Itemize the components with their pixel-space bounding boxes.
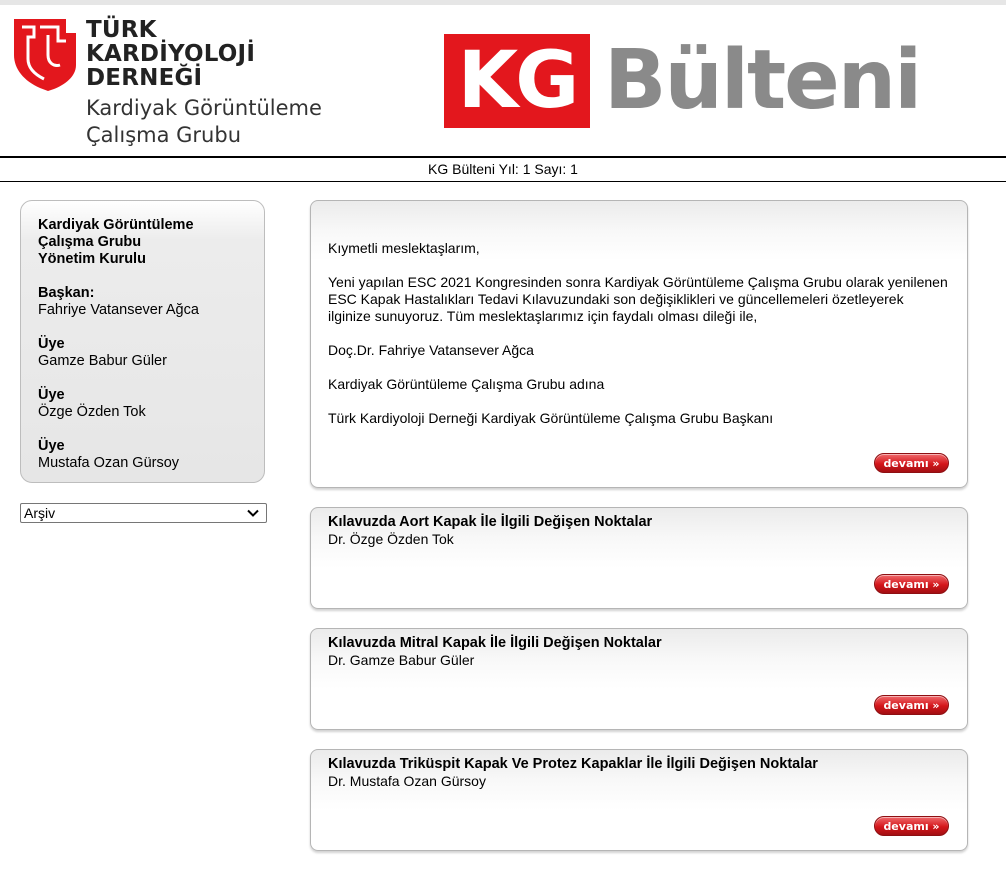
article-author: Dr. Mustafa Ozan Gürsoy <box>328 773 486 789</box>
org-name-line: DERNEĞİ <box>86 65 203 91</box>
heart-emblem-icon <box>14 15 76 91</box>
org-name-line: TÜRK <box>86 17 157 43</box>
issue-info-bar: KG Bülteni Yıl: 1 Sayı: 1 <box>0 156 1006 182</box>
tkd-logo[interactable] <box>14 15 322 155</box>
board-member <box>38 285 248 319</box>
org-group-line: Çalışma Grubu <box>86 123 241 147</box>
read-more-button[interactable]: devamı » <box>874 695 949 715</box>
read-more-button[interactable]: devamı » <box>874 574 949 594</box>
member-role: Başkan: <box>38 285 95 301</box>
intro-greeting: Kıymetli meslektaşlarım, <box>328 240 480 256</box>
article-card <box>310 628 968 730</box>
read-more-button[interactable]: devamı » <box>874 816 949 836</box>
article-card <box>310 749 968 851</box>
article-title[interactable]: Kılavuzda Mitral Kapak İle İlgili Değişen Noktalar <box>328 635 662 651</box>
board-title-line: Yönetim Kurulu <box>38 251 146 267</box>
article-title[interactable]: Kılavuzda Triküspit Kapak Ve Protez Kapaklar İle İlgili Değişen Noktalar <box>328 756 818 772</box>
article-author: Dr. Gamze Babur Güler <box>328 652 475 668</box>
org-group-line: Kardiyak Görüntüleme <box>86 96 322 120</box>
article-author: Dr. Özge Özden Tok <box>328 531 454 547</box>
org-name <box>86 18 255 90</box>
board-title-line: Kardiyak Görüntüleme <box>38 217 194 233</box>
intro-on-behalf: Kardiyak Görüntüleme Çalışma Grubu adına <box>328 376 605 392</box>
board-member <box>38 387 248 421</box>
top-strip <box>0 0 1006 5</box>
board-title <box>38 217 248 268</box>
org-name-line: KARDİYOLOJİ <box>86 41 256 67</box>
org-group-name <box>86 95 322 149</box>
board-panel <box>20 200 265 483</box>
intro-paragraph: Yeni yapılan ESC 2021 Kongresinden sonra Kardiyak Görüntüleme Çalışma Grubu olarak yenilenen ESC Kapak Hastalıkları Tedavi Kılavuzundaki son değişiklikleri ve güncellemeleri özetleyerek ilginize sunuyoruz. Tüm meslektaşlarımız için faydalı olması dileği ile, <box>328 274 948 324</box>
member-name: Fahriye Vatansever Ağca <box>38 302 199 318</box>
archive-select-value: Arşiv <box>24 505 56 521</box>
article-body <box>328 635 950 669</box>
article-body <box>328 756 950 790</box>
member-name: Gamze Babur Güler <box>38 353 167 369</box>
intro-body <box>328 240 950 427</box>
intro-signature: Doç.Dr. Fahriye Vatansever Ağca <box>328 342 534 358</box>
member-name: Mustafa Ozan Gürsoy <box>38 455 180 471</box>
intro-position: Türk Kardiyoloji Derneği Kardiyak Görüntüleme Çalışma Grubu Başkanı <box>328 410 774 426</box>
archive-select[interactable] <box>20 503 267 523</box>
chevron-down-icon <box>246 506 260 520</box>
member-role: Üye <box>38 387 65 403</box>
intro-card <box>310 200 968 488</box>
member-role: Üye <box>38 438 65 454</box>
member-name: Özge Özden Tok <box>38 404 146 420</box>
article-title[interactable]: Kılavuzda Aort Kapak İle İlgili Değişen Noktalar <box>328 514 653 530</box>
article-body <box>328 514 950 548</box>
kg-logo-word: Bülteni <box>604 33 921 128</box>
board-member <box>38 336 248 370</box>
board-member <box>38 438 248 472</box>
article-card <box>310 507 968 609</box>
member-role: Üye <box>38 336 65 352</box>
kg-logo-box: KG <box>444 34 590 128</box>
board-title-line: Çalışma Grubu <box>38 234 142 250</box>
read-more-button[interactable]: devamı » <box>874 453 949 473</box>
